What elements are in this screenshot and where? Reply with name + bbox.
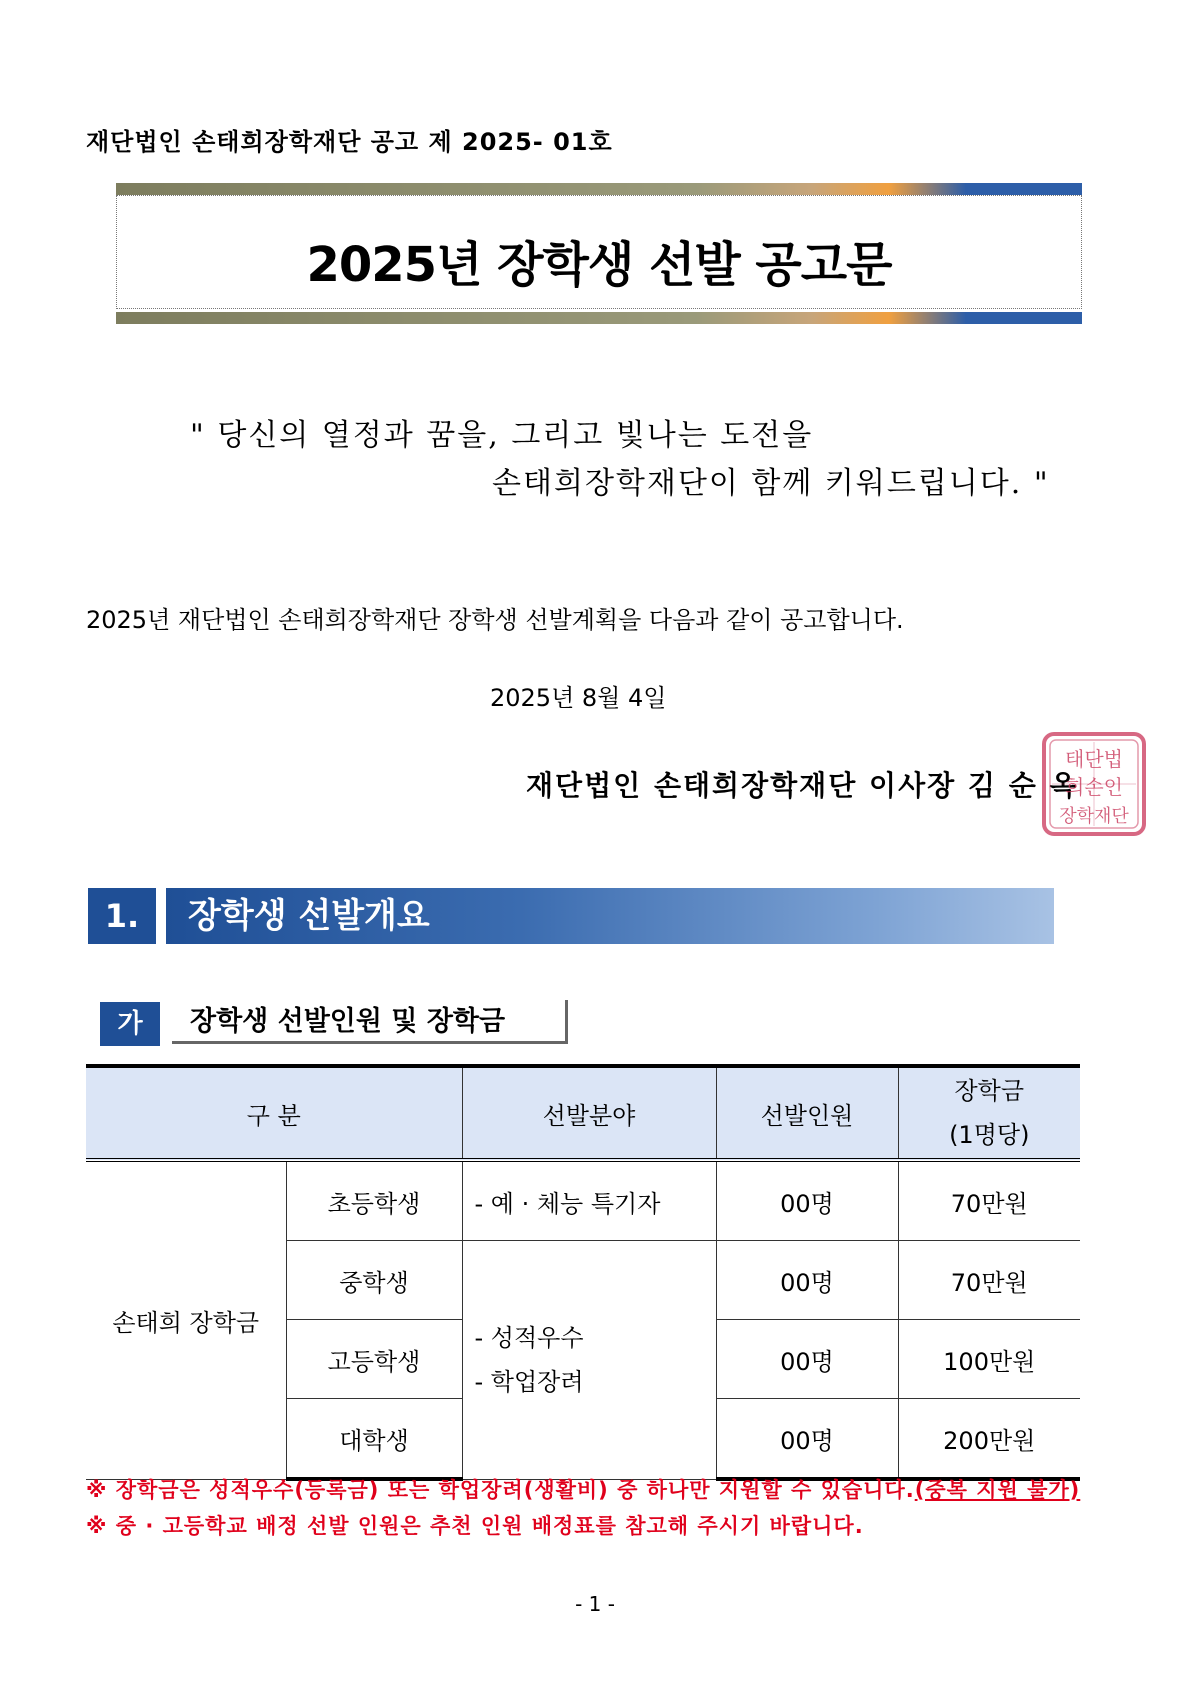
announcement-date: 2025년 8월 4일 [490, 684, 667, 712]
count-cell: 00명 [716, 1160, 898, 1241]
section-number: 1. [88, 888, 156, 944]
header-count: 선발인원 [716, 1066, 898, 1160]
table-row [86, 1160, 1080, 1241]
signer-name: 재단법인 손태희장학재단 이사장 김 순 옥 [526, 769, 1079, 802]
amount-cell: 100만원 [898, 1320, 1080, 1399]
page-number: - 1 - [575, 1592, 615, 1616]
header-amount [898, 1066, 1080, 1160]
seal-row-2: 희손인 [1065, 775, 1123, 799]
level-cell: 초등학생 [286, 1160, 462, 1241]
note-1-text: ※ 장학금은 성적우수(등록금) 또는 학업장려(생활비) 중 하나만 지원할 수 있습니다. [86, 1478, 915, 1502]
seal-row-1: 태단법 [1065, 747, 1123, 771]
table-header-row [86, 1066, 1080, 1160]
count-cell: 00명 [716, 1241, 898, 1320]
amount-cell: 70만원 [898, 1241, 1080, 1320]
field-merit-line-1: - 성적우수 [474, 1323, 584, 1352]
count-cell: 00명 [716, 1320, 898, 1399]
subsection-number: 가 [100, 1002, 160, 1046]
note-2: ※ 중 · 고등학교 배정 선발 인원은 추천 인원 배정표를 참고해 주시기 바랍니다. [86, 1514, 864, 1538]
section-title: 장학생 선발개요 [166, 888, 1054, 944]
field-cell: - 예 · 체능 특기자 [462, 1160, 716, 1241]
notice-number: 재단법인 손태희장학재단 공고 제 2025- 01호 [86, 128, 613, 156]
field-cell-merit [462, 1241, 716, 1480]
document-title: 2025년 장학생 선발 공고문 [306, 237, 892, 293]
level-cell: 고등학생 [286, 1320, 462, 1399]
lead-sentence: 2025년 재단법인 손태희장학재단 장학생 선발계획을 다음과 같이 공고합니다. [86, 606, 904, 634]
subsection-title: 장학생 선발인원 및 장학금 [172, 1000, 568, 1044]
scholarship-table [86, 1064, 1080, 1481]
title-bottom-band [116, 312, 1082, 324]
level-cell: 대학생 [286, 1399, 462, 1480]
header-amount-line-1: 장학금 [954, 1077, 1025, 1105]
level-cell: 중학생 [286, 1241, 462, 1320]
field-merit-line-2: - 학업장려 [474, 1367, 584, 1396]
motto-line-1: " 당신의 열정과 꿈을, 그리고 빛나는 도전을 [190, 418, 814, 453]
amount-cell: 70만원 [898, 1160, 1080, 1241]
header-amount-line-2: (1명당) [949, 1121, 1030, 1149]
motto-line-2: 손태희장학재단이 함께 키워드립니다. " [492, 466, 1050, 501]
amount-cell: 200만원 [898, 1399, 1080, 1480]
official-seal-stamp [1040, 730, 1148, 838]
program-name: 손태희 장학금 [86, 1160, 286, 1479]
seal-row-3: 장학재단 [1059, 806, 1129, 827]
note-1-emphasis: (중복 지원 불가) [914, 1478, 1081, 1502]
note-1 [86, 1474, 1080, 1504]
header-field: 선발분야 [462, 1066, 716, 1160]
header-category: 구 분 [86, 1066, 462, 1160]
count-cell: 00명 [716, 1399, 898, 1480]
title-top-band [116, 183, 1082, 195]
title-box [116, 195, 1082, 309]
